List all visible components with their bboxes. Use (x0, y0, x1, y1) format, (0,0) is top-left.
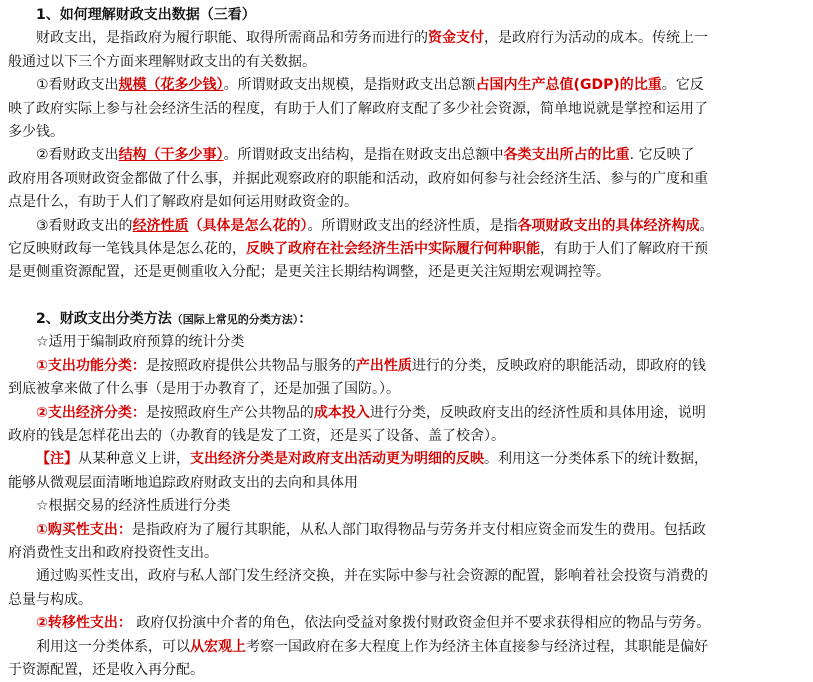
text: 。所谓财政支出结构，是指在财政支出总额中 (223, 147, 504, 164)
highlight-term: 从宏观上 (190, 638, 246, 655)
star-heading-transaction: ☆根据交易的经济性质进行分类 (36, 498, 231, 515)
term-label: ①购买性支出： (36, 521, 132, 538)
section-1-item-structure (8, 144, 805, 214)
text: 是指政府为了履行其职能，从私人部门取得物品与劳务并支付相应资金而发生的费用。包括政 (131, 521, 706, 538)
text: ，是政府行为活动的成本。传统上一 (484, 30, 708, 47)
highlight-term: 占国内生产总值(GDP)的比重 (475, 77, 662, 94)
text: ②看财政支出 (36, 147, 119, 164)
highlight-term: 结构（干多少事） (118, 147, 224, 164)
text: ③看财政支出的 (36, 217, 133, 234)
heading-text: 2、财政支出分类方法 (36, 311, 172, 328)
spacer (8, 285, 805, 308)
highlight-term: 各类支出所占的比重 (503, 147, 630, 164)
text: 到底被拿来做了什么事（是用于办教育了，还是加强了国防。）。 (8, 381, 400, 398)
text: 点是什么，有助于人们了解政府是如何运用财政资金的。 (8, 194, 358, 211)
transfer-expenditure (8, 612, 805, 682)
term-label: ①支出功能分类： (36, 357, 146, 374)
text: 是按照政府生产公共物品的 (145, 404, 314, 421)
text: 能够从微观层面清晰地追踪政府财政支出的去向和具体用 (8, 474, 358, 491)
text: 进行的分类，反映政府的职能活动，即政府的钱 (411, 357, 706, 374)
text: 府消费性支出和政府投资性支出。 (8, 544, 218, 561)
economic-classification (8, 402, 805, 449)
text: 于资源配置，还是收入再分配。 (8, 661, 204, 678)
text: 是按照政府提供公共物品与服务的 (145, 357, 356, 374)
term-label: ②转移性支出： (36, 615, 132, 632)
text: ，有助于人们了解政府干预 (540, 240, 708, 257)
text: 映了政府实际上参与社会经济生活的程度，有助于人们了解政府支配了多少社会资源，简单地说就是掌控和运用了 (8, 100, 708, 117)
note-label: 【注】 (36, 451, 78, 468)
purchase-expenditure (8, 519, 805, 613)
highlight-term: 支出经济分类是对政府支出活动更为明细的反映 (190, 451, 484, 468)
text: 。所谓财政支出的经济性质，是指 (307, 217, 518, 234)
heading-note: （国际上常见的分类方法） (171, 313, 299, 327)
function-classification (8, 355, 805, 402)
text: 。它反 (661, 77, 704, 94)
text: 进行分类，反映政府支出的经济性质和具体用途，说明 (369, 404, 706, 421)
section-1-item-scale (8, 74, 805, 144)
text: 利用这一分类体系，可以 (36, 638, 190, 655)
highlight-term: 规模（花多少钱） (118, 77, 224, 94)
section-2-heading (8, 308, 805, 331)
highlight-term: 资金支付 (428, 30, 484, 47)
star-heading-budget: ☆适用于编制政府预算的统计分类 (36, 334, 245, 351)
highlight-term: 反映了政府在社会经济生活中实际履行何种职能 (246, 240, 540, 257)
highlight-term: 成本投入 (313, 404, 370, 421)
text: 财政支出，是指政府为履行职能、取得所需商品和劳务而进行的 (36, 30, 428, 47)
highlight-term: 各项财政支出的具体经济构成 (517, 217, 700, 234)
section-1-intro (8, 27, 805, 74)
text: 政府用各项财政资金都做了什么事，并据此观察政府的职能和活动，政府如何参与社会经济生活、参与的广度和重 (8, 170, 708, 187)
text: 。 (699, 217, 714, 234)
text: 。利用这一分类体系下的统计数据， (484, 451, 708, 468)
text: 它反映财政每一笔钱具体是怎么花的， (8, 240, 246, 257)
highlight-term: （具体是怎么花的） (188, 217, 308, 234)
text: 。所谓财政支出规模，是指财政支出总额 (223, 77, 476, 94)
highlight-term: 经济性质 (132, 217, 189, 234)
text: 考察一国政府在多大程度上作为经济主体直接参与经济过程，其职能是偏好 (246, 638, 708, 655)
text: 多少钱。 (8, 123, 64, 140)
heading-text: ： (298, 311, 313, 328)
text: 政府的钱是怎样花出去的（办教育的钱是发了工资，还是买了设备、盖了校舍）。 (8, 428, 505, 445)
text: 通过购买性支出，政府与私人部门发生经济交换，并在实际中参与社会资源的配置，影响着社会投资与消费的 (36, 568, 708, 585)
text: 是更侧重资源配置，还是更侧重收入分配；是更关注长期结构调整，还是更关注短期宏观调控等。 (8, 264, 610, 281)
section-1-heading: 1、如何理解财政支出数据（三看） (36, 7, 256, 23)
text: 政府仅扮演中介者的角色，依法向受益对象拨付财政资金但并不要求获得相应的物品与劳务。 (131, 615, 711, 632)
section-1-item-nature (8, 215, 805, 285)
highlight-term: 产出性质 (355, 357, 412, 374)
text: ①看财政支出 (36, 77, 119, 94)
term-label: ②支出经济分类： (36, 404, 146, 421)
text: 般通过以下三个方面来理解财政支出的有关数据。 (8, 53, 316, 70)
note-block (8, 448, 805, 495)
text: 从某种意义上讲， (78, 451, 190, 468)
text: . 它反映了 (629, 147, 695, 164)
text: 总量与构成。 (8, 591, 92, 608)
